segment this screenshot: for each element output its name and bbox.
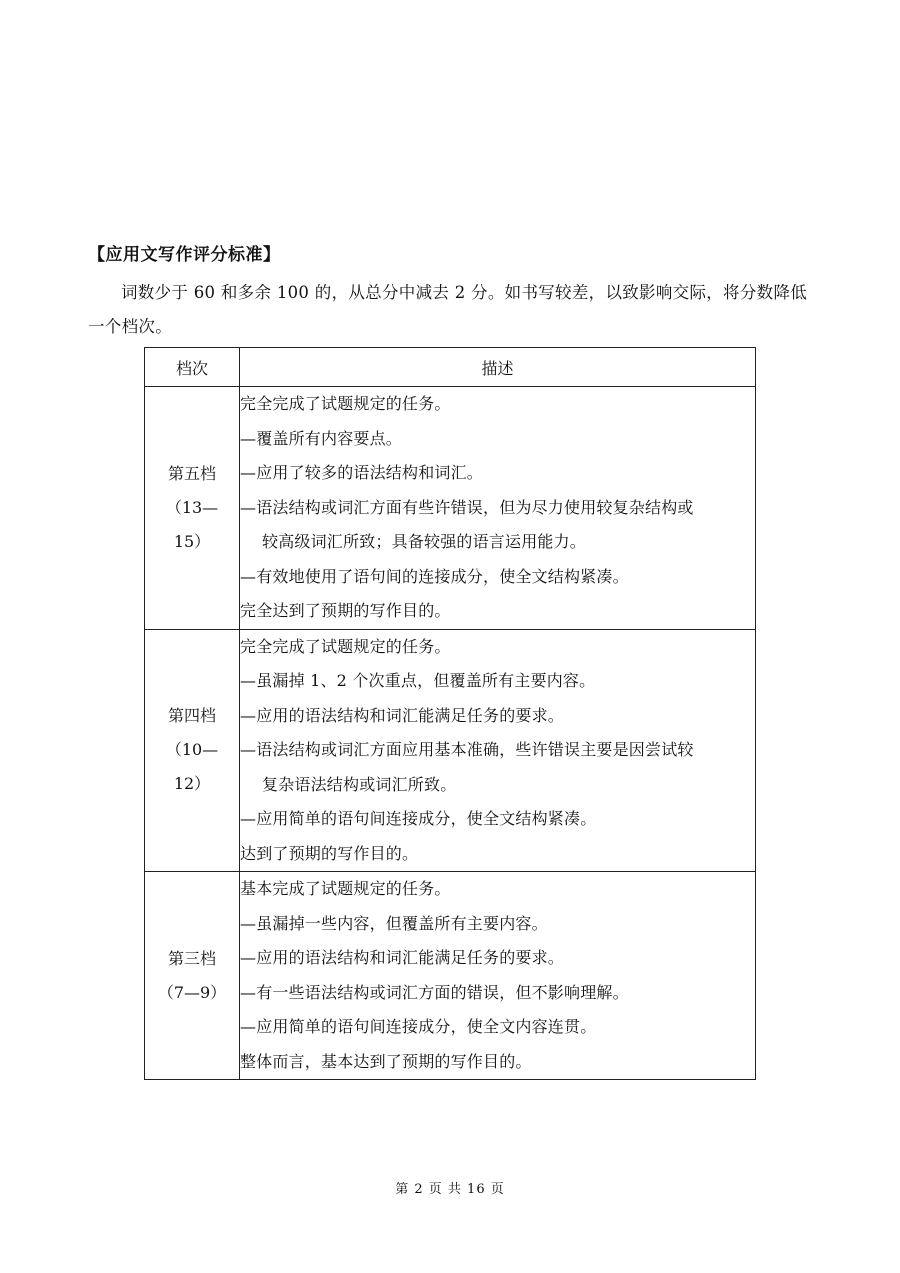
level-range: 12） xyxy=(173,774,211,794)
description-cell xyxy=(240,387,756,630)
description-line: —有效地使用了语句间的连接成分，使全文结构紧凑。 xyxy=(240,566,629,586)
table-row xyxy=(145,387,756,630)
table-row xyxy=(145,629,756,872)
level-range: （7—9） xyxy=(157,982,227,1002)
description-line: 完全完成了试题规定的任务。 xyxy=(240,636,451,656)
description-cell xyxy=(240,872,756,1080)
description-line: —应用的语法结构和词汇能满足任务的要求。 xyxy=(240,948,565,967)
section-heading: 【应用文写作评分标准】 xyxy=(88,245,281,265)
table-row xyxy=(145,872,756,1080)
description-line: —覆盖所有内容要点。 xyxy=(240,428,403,448)
page-footer: 第 2 页 共 16 页 xyxy=(395,1182,505,1197)
description-line: 基本完成了试题规定的任务。 xyxy=(240,879,451,898)
level-range: 15） xyxy=(173,531,211,551)
description-line: —虽漏掉一些内容，但覆盖所有主要内容。 xyxy=(240,913,548,933)
description-line: 较高级词汇所致；具备较强的语言运用能力。 xyxy=(262,532,587,551)
level-cell xyxy=(145,629,240,872)
description-line: —虽漏掉 1、2 个次重点，但覆盖所有主要内容。 xyxy=(240,671,596,690)
description-line: 整体而言，基本达到了预期的写作目的。 xyxy=(240,1051,532,1071)
table-header-row xyxy=(145,348,756,387)
description-line: —应用简单的语句间连接成分，使全文内容连贯。 xyxy=(240,1017,597,1036)
header-description: 描述 xyxy=(240,348,756,387)
description-line: —应用的语法结构和词汇能满足任务的要求。 xyxy=(240,705,565,725)
description-cell xyxy=(240,629,756,872)
description-line: —应用简单的语句间连接成分，使全文结构紧凑。 xyxy=(240,809,597,828)
description-line: —有一些语法结构或词汇方面的错误，但不影响理解。 xyxy=(240,982,629,1002)
level-name: 第五档 xyxy=(167,463,216,483)
description-line: 完全完成了试题规定的任务。 xyxy=(240,394,451,413)
description-line: 复杂语法结构或词汇所致。 xyxy=(262,774,457,794)
description-line: 达到了预期的写作目的。 xyxy=(240,843,419,863)
level-range: （10— xyxy=(165,740,219,760)
description-line: —应用了较多的语法结构和词汇。 xyxy=(240,463,484,482)
level-range: （13— xyxy=(165,497,219,517)
description-line: —语法结构或词汇方面有些许错误，但为尽力使用较复杂结构或 xyxy=(240,497,694,517)
description-line: —语法结构或词汇方面应用基本准确，些许错误主要是因尝试较 xyxy=(240,740,694,759)
level-cell xyxy=(145,387,240,630)
scoring-table xyxy=(144,347,756,1080)
level-name: 第三档 xyxy=(167,948,216,968)
header-level: 档次 xyxy=(145,348,240,387)
description-line: 完全达到了预期的写作目的。 xyxy=(240,601,451,620)
level-cell xyxy=(145,872,240,1080)
intro-paragraph: 词数少于 60 和多余 100 的，从总分中减去 2 分。如书写较差，以致影响交际，将分数降低一个档次。 xyxy=(88,283,808,336)
level-name: 第四档 xyxy=(167,706,216,726)
